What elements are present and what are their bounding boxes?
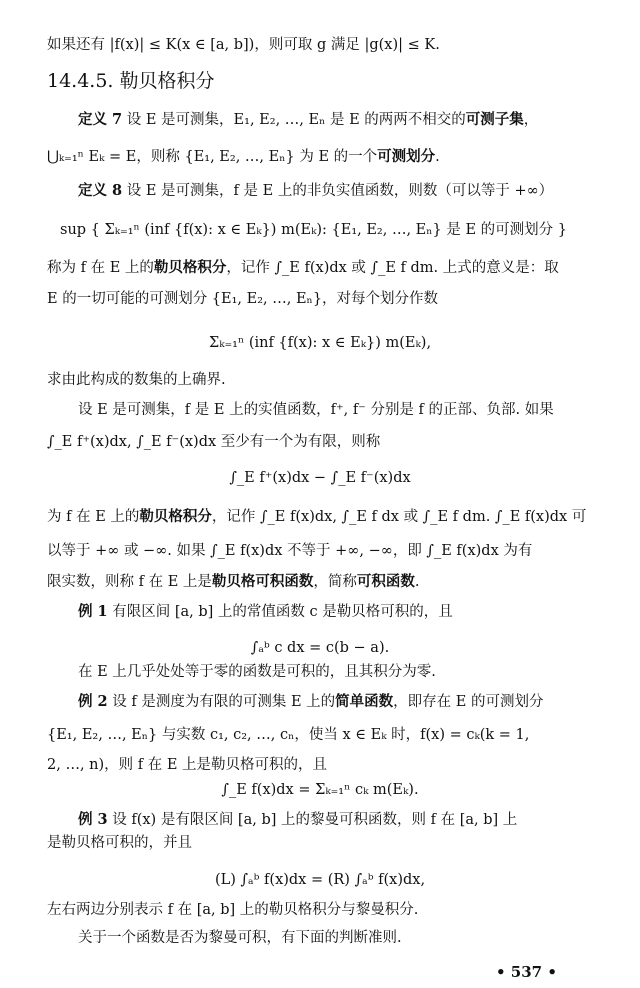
display-formula: [0, 333, 640, 353]
text-line: [47, 507, 586, 527]
text-line: [60, 220, 567, 240]
text-segment: 关于一个函数是否为黎曼可积，有下面的判断准则.: [78, 930, 402, 946]
text-line: [47, 572, 420, 592]
bold-term: 定义 7: [78, 111, 123, 128]
text-segment: 在 E 上几乎处处等于零的函数是可积的，且其积分为零.: [78, 664, 436, 680]
text-segment: 14.4.5. 勒贝格积分: [47, 70, 215, 92]
display-formula: [0, 468, 640, 488]
text-line: [78, 662, 436, 682]
text-segment: ∫_E f⁺(x)dx, ∫_E f⁻(x)dx 至少有一个为有限，则称: [47, 434, 381, 450]
text-segment: ∫ₐᵇ c dx = c(b − a).: [250, 640, 390, 656]
text-line: [47, 541, 532, 561]
text-segment: 设 E 是可测集，E₁, E₂, …, Eₙ 是 E 的两两不相交的: [122, 112, 466, 128]
text-line: [47, 289, 438, 309]
text-line: [78, 400, 554, 420]
text-segment: ，简称: [313, 574, 357, 590]
text-line: [47, 755, 327, 775]
text-segment: ，: [523, 112, 539, 128]
bold-term: 可测划分: [377, 148, 436, 165]
text-line: [47, 725, 529, 745]
text-segment: ，记作 ∫_E f(x)dx, ∫_E f dx 或 ∫_E f dm. ∫_E f(x)dx 可: [211, 509, 587, 525]
text-segment: 设 E 是可测集，f 是 E 上的实值函数，f⁺, f⁻ 分别是 f 的正部、负部. 如果: [78, 402, 554, 418]
text-line: [78, 810, 517, 830]
text-segment: ∫_E f⁺(x)dx − ∫_E f⁻(x)dx: [229, 470, 411, 486]
display-formula: [0, 870, 640, 890]
text-line: [47, 35, 440, 55]
text-segment: 称为 f 在 E 上的: [47, 260, 154, 276]
text-segment: 设 f 是测度为有限的可测集 E 上的: [107, 694, 336, 710]
text-segment: .: [435, 149, 440, 165]
text-segment: sup { Σₖ₌₁ⁿ (inf {f(x): x ∈ Eₖ}) m(Eₖ): {E₁, E₂, …, Eₙ} 是 E 的可测划分 }: [60, 222, 568, 238]
bold-term: 例 2: [78, 693, 108, 710]
display-formula: [0, 780, 640, 800]
text-line: [78, 928, 402, 948]
text-segment: 以等于 +∞ 或 −∞. 如果 ∫_E f(x)dx 不等于 +∞, −∞，即 ∫_E f(x)dx 为有: [47, 543, 533, 559]
text-line: [47, 370, 226, 390]
bold-term: 勒贝格积分: [139, 508, 212, 525]
text-segment: (L) ∫ₐᵇ f(x)dx = (R) ∫ₐᵇ f(x)dx,: [214, 872, 426, 888]
text-segment: 2, …, n)，则 f 在 E 上是勒贝格可积的，且: [47, 757, 328, 773]
text-segment: 限实数，则称 f 在 E 上是: [47, 574, 212, 590]
text-line: [47, 900, 418, 920]
text-segment: ，即存在 E 的可测划分: [393, 694, 544, 710]
text-segment: {E₁, E₂, …, Eₙ} 与实数 c₁, c₂, …, cₙ，使当 x ∈ Eₖ 时，f(x) = cₖ(k = 1,: [47, 727, 530, 743]
text-line: [78, 602, 453, 622]
text-segment: 设 f(x) 是有限区间 [a, b] 上的黎曼可积函数，则 f 在 [a, b] 上: [107, 812, 518, 828]
bold-term: 定义 8: [78, 182, 123, 199]
text-segment: ∫_E f(x)dx = Σₖ₌₁ⁿ cₖ m(Eₖ).: [221, 782, 419, 798]
text-line: [47, 833, 192, 853]
text-segment: ，记作 ∫_E f(x)dx 或 ∫_E f dm. 上式的意义是：取: [226, 260, 559, 276]
text-segment: 是勒贝格可积的，并且: [47, 835, 192, 851]
bold-term: 可积函数: [356, 573, 415, 590]
bold-term: 简单函数: [335, 693, 394, 710]
text-segment: Σₖ₌₁ⁿ (inf {f(x): x ∈ Eₖ}) m(Eₖ),: [208, 335, 432, 351]
text-segment: 左右两边分别表示 f 在 [a, b] 上的勒贝格积分与黎曼积分.: [47, 902, 419, 918]
text-segment: ⋃ₖ₌₁ⁿ Eₖ = E，则称 {E₁, E₂, …, Eₙ} 为 E 的一个: [47, 149, 378, 165]
text-segment: 有限区间 [a, b] 上的常值函数 c 是勒贝格可积的，且: [107, 604, 453, 620]
text-segment: 如果还有 |f(x)| ≤ K(x ∈ [a, b])，则可取 g 满足 |g(x)| ≤ K.: [47, 37, 440, 53]
text-segment: 为 f 在 E 上的: [47, 509, 140, 525]
text-segment: E 的一切可能的可测划分 {E₁, E₂, …, Eₙ}，对每个划分作数: [47, 291, 439, 307]
text-line: [47, 147, 440, 167]
bold-term: 例 1: [78, 603, 108, 620]
text-line: [78, 692, 543, 712]
bold-term: 可测子集: [465, 111, 524, 128]
text-line: [47, 258, 559, 278]
text-segment: 求由此构成的数集的上确界.: [47, 372, 226, 388]
bold-term: 例 3: [78, 811, 108, 828]
bold-term: 勒贝格可积函数: [211, 573, 314, 590]
text-segment: 设 E 是可测集，f 是 E 上的非负实值函数，则数（可以等于 +∞）: [122, 183, 554, 199]
text-line: [78, 110, 538, 130]
text-line: [78, 181, 553, 201]
section-heading: [47, 71, 215, 91]
text-segment: .: [414, 574, 420, 590]
page-number: • 537 •: [496, 963, 557, 981]
display-formula: [0, 638, 640, 658]
bold-term: 勒贝格积分: [153, 259, 227, 276]
text-line: [47, 432, 380, 452]
